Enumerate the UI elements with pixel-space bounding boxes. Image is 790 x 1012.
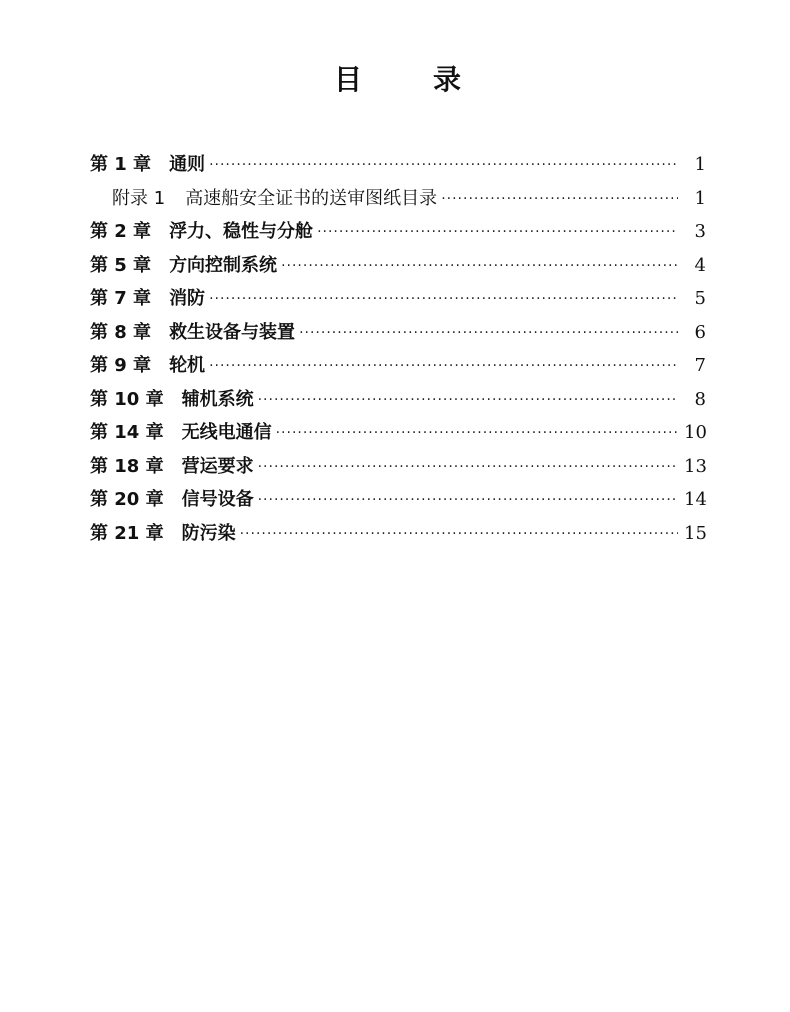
toc-entry-title: 信号设备 <box>181 489 254 511</box>
toc-page-number: 10 <box>684 422 707 444</box>
toc-entry-title: 消防 <box>169 288 206 310</box>
toc-chapter-entry[interactable] <box>90 215 706 249</box>
toc-appendix-entry[interactable] <box>90 182 706 216</box>
toc-dot-leader <box>209 149 678 182</box>
toc-chapter-label: 第 5 章 <box>90 254 152 276</box>
toc-chapter-entry[interactable] <box>90 316 706 350</box>
toc-chapter-label: 第 20 章 <box>90 489 164 511</box>
toc-entry-title: 轮机 <box>169 355 206 377</box>
toc-entry-title: 无线电通信 <box>181 422 272 444</box>
toc-entry-title: 方向控制系统 <box>169 254 278 276</box>
toc-chapter-entry[interactable] <box>90 282 706 316</box>
toc-chapter-label: 第 18 章 <box>90 455 164 477</box>
toc-dot-leader <box>209 283 678 316</box>
toc-chapter-entry[interactable] <box>90 383 706 417</box>
toc-chapter-label: 第 9 章 <box>90 355 152 377</box>
toc-chapter-label: 第 7 章 <box>90 288 152 310</box>
toc-entry-title: 通则 <box>169 154 206 176</box>
toc-page-number: 13 <box>684 455 707 477</box>
toc-chapter-label: 第 1 章 <box>90 154 152 176</box>
toc-page-number: 4 <box>694 254 706 276</box>
toc-page-number: 7 <box>694 355 706 377</box>
toc-dot-leader <box>281 250 678 283</box>
toc-entry-title: 防污染 <box>181 522 236 544</box>
toc-appendix-label: 附录 1 <box>112 187 166 209</box>
toc-page-number: 6 <box>694 321 706 343</box>
toc-chapter-entry[interactable] <box>90 148 706 182</box>
toc-chapter-entry[interactable] <box>90 483 706 517</box>
toc-dot-leader <box>276 417 678 450</box>
toc-dot-leader <box>240 518 678 551</box>
toc-page-number: 1 <box>694 187 706 209</box>
table-of-contents <box>90 148 706 550</box>
toc-page-number: 8 <box>694 388 706 410</box>
toc-page-number: 15 <box>684 522 707 544</box>
toc-chapter-label: 第 10 章 <box>90 388 164 410</box>
toc-dot-leader <box>209 350 678 383</box>
toc-entry-title: 救生设备与装置 <box>169 321 296 343</box>
toc-entry-title: 辅机系统 <box>181 388 254 410</box>
toc-dot-leader <box>258 484 678 517</box>
toc-entry-title: 高速船安全证书的送审图纸目录 <box>185 187 438 209</box>
toc-dot-leader <box>299 317 678 350</box>
toc-chapter-entry[interactable] <box>90 416 706 450</box>
toc-page-number: 1 <box>694 154 706 176</box>
toc-page-number: 3 <box>694 221 706 243</box>
toc-chapter-entry[interactable] <box>90 249 706 283</box>
toc-chapter-label: 第 14 章 <box>90 422 164 444</box>
toc-chapter-label: 第 2 章 <box>90 221 152 243</box>
toc-entry-title: 营运要求 <box>181 455 254 477</box>
toc-dot-leader <box>317 216 678 249</box>
toc-page-number: 14 <box>684 489 707 511</box>
toc-chapter-label: 第 8 章 <box>90 321 152 343</box>
title-char-2: 录 <box>433 63 462 96</box>
toc-dot-leader <box>258 384 678 417</box>
toc-chapter-label: 第 21 章 <box>90 522 164 544</box>
toc-entry-title: 浮力、稳性与分舱 <box>169 221 314 243</box>
toc-page-number: 5 <box>694 288 706 310</box>
toc-chapter-entry[interactable] <box>90 517 706 551</box>
title-char-1: 目 <box>334 63 363 96</box>
toc-dot-leader <box>441 183 678 216</box>
toc-chapter-entry[interactable] <box>90 450 706 484</box>
toc-dot-leader <box>258 451 678 484</box>
toc-chapter-entry[interactable] <box>90 349 706 383</box>
